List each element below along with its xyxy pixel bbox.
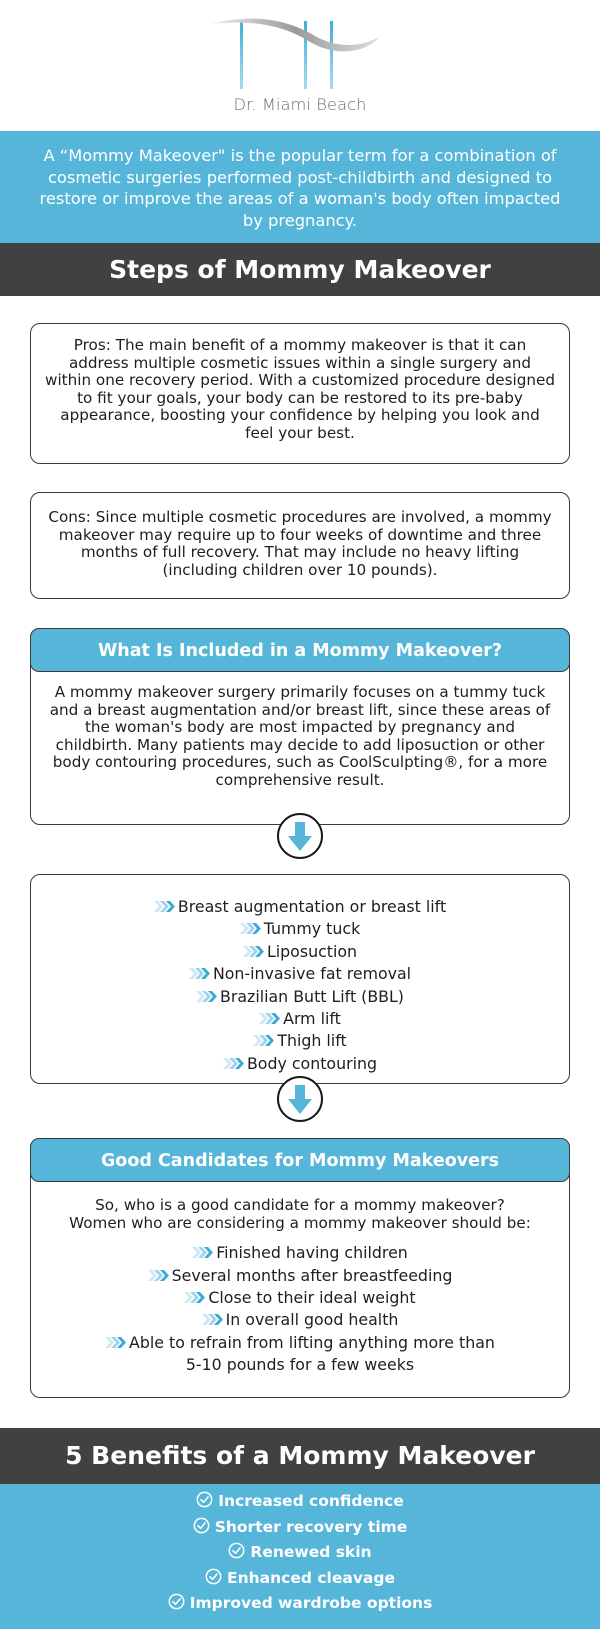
chevron-right-icon [202,1314,224,1325]
benefit-item: Shorter recovery time [0,1515,600,1541]
chevron-right-icon [154,901,176,912]
benefit-item: Improved wardrobe options [0,1591,600,1617]
list-item: Finished having children [31,1242,569,1264]
candidates-box [30,1138,570,1398]
arrow-down-icon [288,822,312,852]
chevron-right-icon [189,968,211,979]
list-item: Close to their ideal weight [31,1287,569,1309]
list-item: Non-invasive fat removal [31,963,569,985]
benefit-item: Enhanced cleavage [0,1566,600,1592]
list-item: Arm lift [31,1008,569,1030]
arrow-connector [277,813,323,859]
wave-pillars-logo-icon [210,10,390,90]
included-body: A mommy makeover surgery primarily focuses on a tummy tuck and a breast augmentation and/or breast lift, since these areas of the woman's body are most impacted by pregnancy and childbirth. Many patients may decide to add liposuction or other body contouring procedures, such as CoolSculpting®, for a more comprehensive result. [49,683,551,789]
check-circle-icon [228,1542,245,1559]
intro-banner: A “Mommy Makeover" is the popular term for a combination of cosmetic surgeries performed post-childbirth and designed to restore or improve the areas of a woman's body often impacted by pregnancy. [0,131,600,243]
check-circle-icon [205,1568,222,1585]
benefit-item: Increased confidence [0,1489,600,1515]
candidates-list [31,1232,569,1376]
list-item: In overall good health [31,1309,569,1331]
arrow-connector [277,1076,323,1122]
chevron-right-icon [240,923,262,934]
brand-name: Dr. Miami Beach [233,95,367,114]
candidates-question-line2: Women who are considering a mommy makeover should be: [69,1213,531,1232]
chevron-right-icon [223,1058,245,1069]
list-item-continuation: 5-10 pounds for a few weeks [185,1355,415,1375]
benefit-item: Renewed skin [0,1540,600,1566]
chevron-right-icon [253,1035,275,1046]
list-item: Several months after breastfeeding [31,1265,569,1287]
chevron-right-icon [243,946,265,957]
list-item: Thigh lift [31,1030,569,1052]
chevron-right-icon [192,1247,214,1258]
chevron-right-icon [148,1270,170,1281]
check-circle-icon [196,1491,213,1508]
chevron-right-icon [196,991,218,1002]
list-item: Able to refrain from lifting anything more than [31,1332,569,1354]
list-item: Tummy tuck [31,918,569,940]
chevron-right-icon [105,1337,127,1348]
list-item: Breast augmentation or breast lift [31,896,569,918]
pros-box: Pros: The main benefit of a mommy makeover is that it can address multiple cosmetic issues within a single surgery and within one recovery period. With a customized procedure designed to fit your goals, your body can be restored to its pre-baby appearance, boosting your confidence by helping you look and feel your best. [30,323,570,464]
candidates-title: Good Candidates for Mommy Makeovers [30,1138,570,1182]
candidates-question [31,1182,569,1232]
list-item: Body contouring [31,1053,569,1075]
included-title: What Is Included in a Mommy Makeover? [30,628,570,672]
included-box [30,628,570,825]
check-circle-icon [193,1517,210,1534]
benefits-section-title: 5 Benefits of a Mommy Makeover [0,1428,600,1484]
list-item: Brazilian Butt Lift (BBL) [31,986,569,1008]
candidates-question-line1: So, who is a good candidate for a mommy makeover? [95,1196,505,1214]
check-circle-icon [168,1593,185,1610]
arrow-down-icon [288,1085,312,1115]
list-item: Liposuction [31,941,569,963]
chevron-right-icon [184,1292,206,1303]
benefits-list [0,1484,600,1629]
steps-section-title: Steps of Mommy Makeover [0,243,600,296]
procedures-list-box [30,874,570,1084]
chevron-right-icon [259,1013,281,1024]
cons-box: Cons: Since multiple cosmetic procedures are involved, a mommy makeover may require up to four weeks of downtime and three months of full recovery. That may include no heavy lifting (including children over 10 pounds). [30,492,570,599]
logo-header [0,0,600,128]
